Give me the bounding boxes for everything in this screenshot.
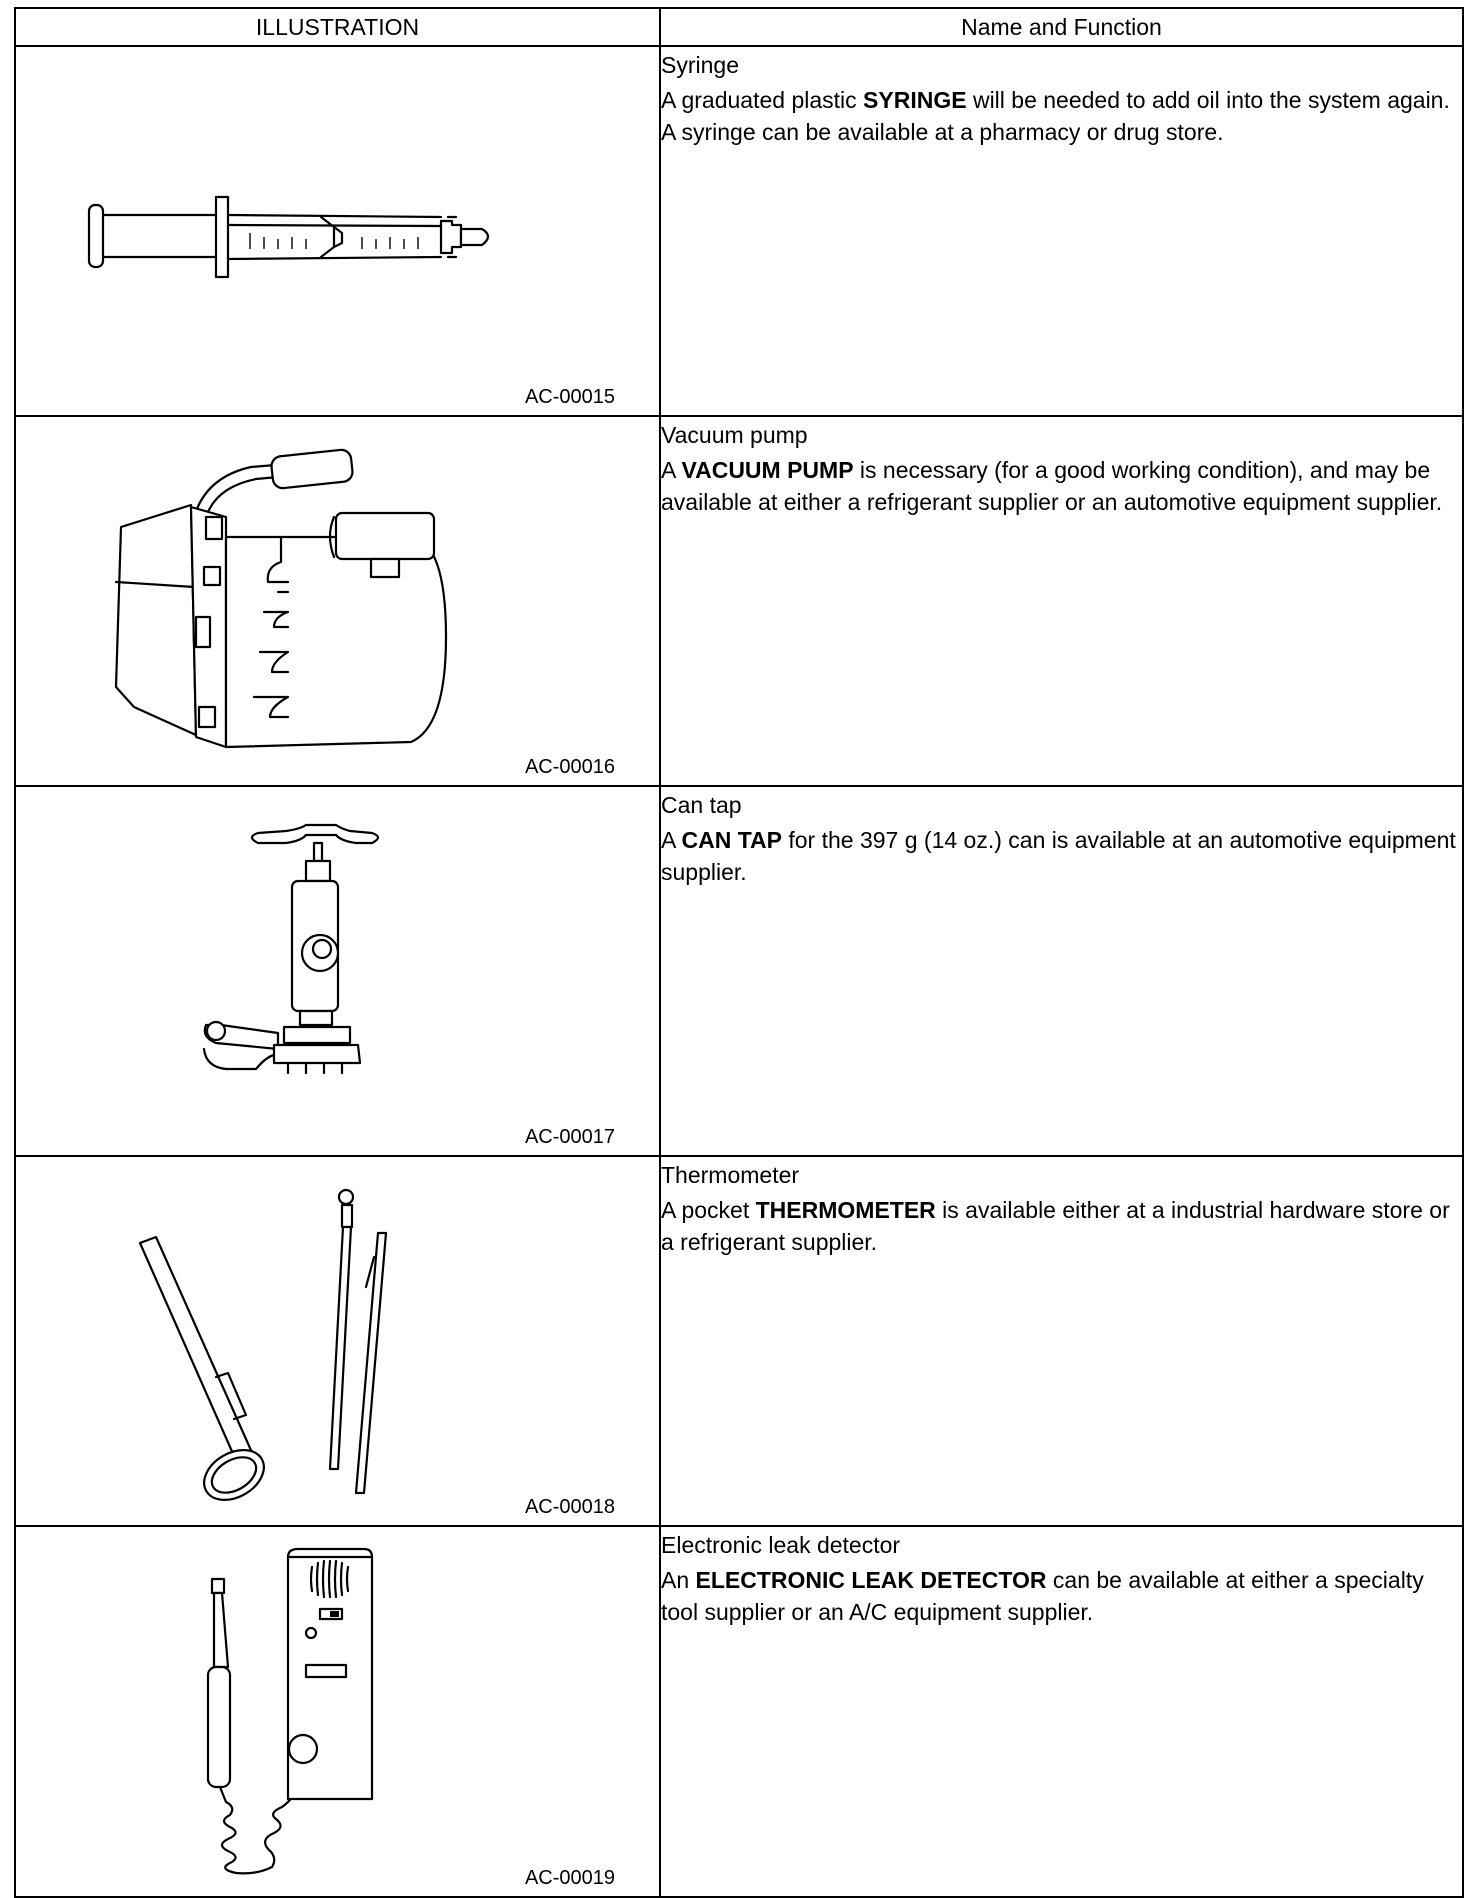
tool-description: A CAN TAP for the 397 g (14 oz.) can is available at an automotive equipment supplier. <box>661 827 1456 885</box>
illustration-cell <box>15 1156 660 1526</box>
vacuum-pump-icon <box>16 417 661 787</box>
description-cell <box>660 46 1463 416</box>
thermometer-icon <box>16 1157 661 1527</box>
description-cell <box>660 416 1463 786</box>
description-cell <box>660 1156 1463 1526</box>
tool-name: Syringe <box>661 52 739 78</box>
tool-description: An ELECTRONIC LEAK DETECTOR can be available at either a specialty tool supplier or an A/C equipment supplier. <box>661 1567 1424 1625</box>
tool-name: Thermometer <box>661 1162 800 1188</box>
illustration-column-header: ILLUSTRATION <box>15 8 660 46</box>
description-cell <box>660 786 1463 1156</box>
illustration-cell <box>15 1526 660 1897</box>
table-header-row <box>15 8 1463 46</box>
figure-code: AC-00015 <box>524 386 615 408</box>
tool-description: A graduated plastic SYRINGE will be needed to add oil into the system again. A syringe can be available at a pharmacy or drug store. <box>661 87 1450 145</box>
table-row <box>15 1526 1463 1897</box>
figure-code: AC-00019 <box>524 1867 615 1889</box>
leak-detector-icon <box>16 1527 661 1898</box>
name-function-column-header: Name and Function <box>660 8 1463 46</box>
figure-code: AC-00018 <box>524 1496 615 1518</box>
figure-code: AC-00017 <box>524 1126 615 1148</box>
illustration-cell <box>15 786 660 1156</box>
tool-description: A pocket THERMOMETER is available either at a industrial hardware store or a refrigerant supplier. <box>661 1197 1450 1255</box>
illustration-cell <box>15 46 660 416</box>
tool-name: Vacuum pump <box>661 422 808 448</box>
table-row <box>15 1156 1463 1526</box>
illustration-cell <box>15 416 660 786</box>
table-row <box>15 416 1463 786</box>
tools-table <box>14 7 1464 1898</box>
figure-code: AC-00016 <box>524 756 615 778</box>
table-row <box>15 786 1463 1156</box>
description-cell <box>660 1526 1463 1897</box>
table-row <box>15 46 1463 416</box>
tool-description: A VACUUM PUMP is necessary (for a good working condition), and may be available at either a refrigerant supplier or an automotive equipment supplier. <box>661 457 1443 515</box>
can-tap-icon <box>16 787 661 1157</box>
tool-name: Electronic leak detector <box>661 1532 901 1558</box>
syringe-icon <box>16 47 661 417</box>
tool-name: Can tap <box>661 792 742 818</box>
